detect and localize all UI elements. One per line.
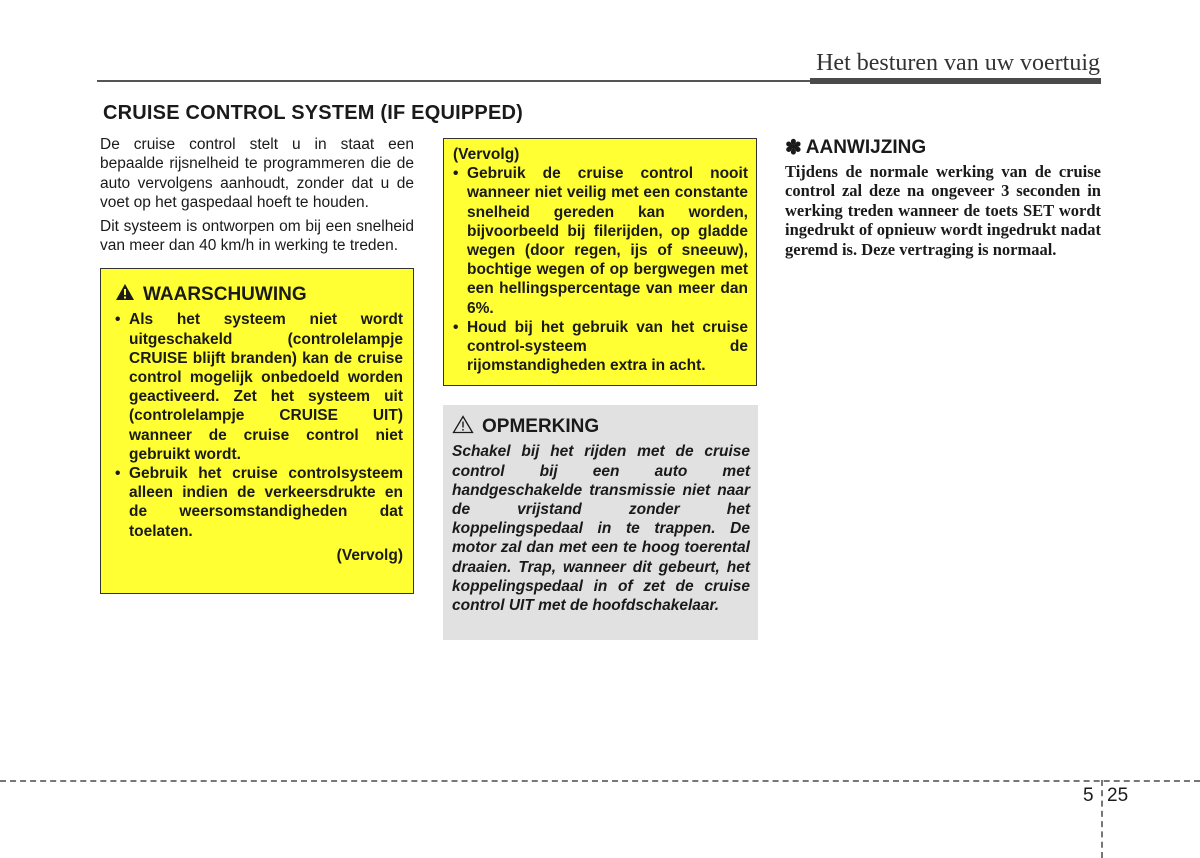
list-item: • Gebruik het cruise controlsysteem alleen indien de verkeersdrukte en de weersomstandigheden dat toelaten. [115, 465, 403, 540]
chapter-number: 5 [1083, 785, 1094, 806]
info-text: Tijdens de normale werking van de cruise control zal deze na ongeveer 3 seconden in werking treden wanneer de toets SET wordt ingedrukt of opnieuw wordt ingedrukt nadat geremd is. Deze vertraging is normaal. [785, 162, 1101, 259]
column-right [785, 135, 1101, 259]
intro-paragraph-1: De cruise control stelt u in staat een bepaalde rijsnelheid te programmeren die de auto vervolgens aanhoudt, zonder dat u de voet op het gaspedaal hoeft te houden. [100, 136, 414, 212]
note-text: Schakel bij het rijden met de cruise control bij een auto met handgeschakelde transmissie niet naar de vrijstand zonder het koppelingspedaal in te trappen. De motor zal dan met een te hoog toerental draaien. Trap, wanneer dit gebeurt, het koppelingspedaal in of zet de cruise control UIT met de hoofdschakelaar. [452, 443, 750, 615]
continued-label: (Vervolg) [453, 146, 520, 163]
note-title: OPMERKING [482, 416, 600, 438]
note-box [443, 405, 758, 640]
page-number: 25 [1107, 785, 1129, 806]
list-item: • Houd bij het gebruik van het cruise control-systeem de rijomstandigheden extra in acht. [453, 318, 748, 375]
column-left [100, 135, 414, 594]
section-title: CRUISE CONTROL SYSTEM (IF EQUIPPED) [103, 102, 523, 124]
info-title: AANWIJZING [805, 136, 927, 158]
asterisk-icon: ✽ [785, 137, 802, 159]
continued-label: (Vervolg) [336, 546, 403, 564]
warning-triangle-filled-icon [115, 283, 135, 306]
warning-heading [115, 283, 403, 306]
warning-list [115, 310, 403, 540]
warning-box-continued [443, 138, 757, 386]
intro-paragraph-2: Dit systeem is ontworpen om bij een snelheid van meer dan 40 km/h in werking te treden. [100, 217, 414, 255]
list-item: • Gebruik de cruise control nooit wanneer niet veilig met een constante snelheid gereden kan worden, bijvoorbeeld bij filerijden, op gladde wegen (door regen, ijs of sneeuw), bochtige wegen of op bergwegen met een hellingspercentage van meer dan 6%. [453, 165, 748, 317]
list-item: • Als het systeem niet wordt uitgeschakeld (controlelampje CRUISE blijft branden) kan de cruise control mogelijk onbedoeld worden geactiveerd. Zet het systeem uit (controlelampje CRUISE UIT) wanneer de cruise control niet gebruikt wordt. [115, 311, 403, 463]
footer-rule [0, 780, 1200, 782]
note-heading [452, 415, 750, 439]
warning-list-continued [453, 164, 748, 375]
footer-divider [1101, 780, 1103, 858]
column-middle [443, 138, 757, 640]
running-header: Het besturen van uw voertuig [816, 50, 1100, 76]
header-rule-accent [810, 78, 1101, 84]
info-heading [785, 135, 1101, 160]
warning-triangle-outline-icon [452, 415, 474, 439]
warning-box [100, 268, 414, 594]
warning-title: WAARSCHUWING [143, 283, 307, 305]
